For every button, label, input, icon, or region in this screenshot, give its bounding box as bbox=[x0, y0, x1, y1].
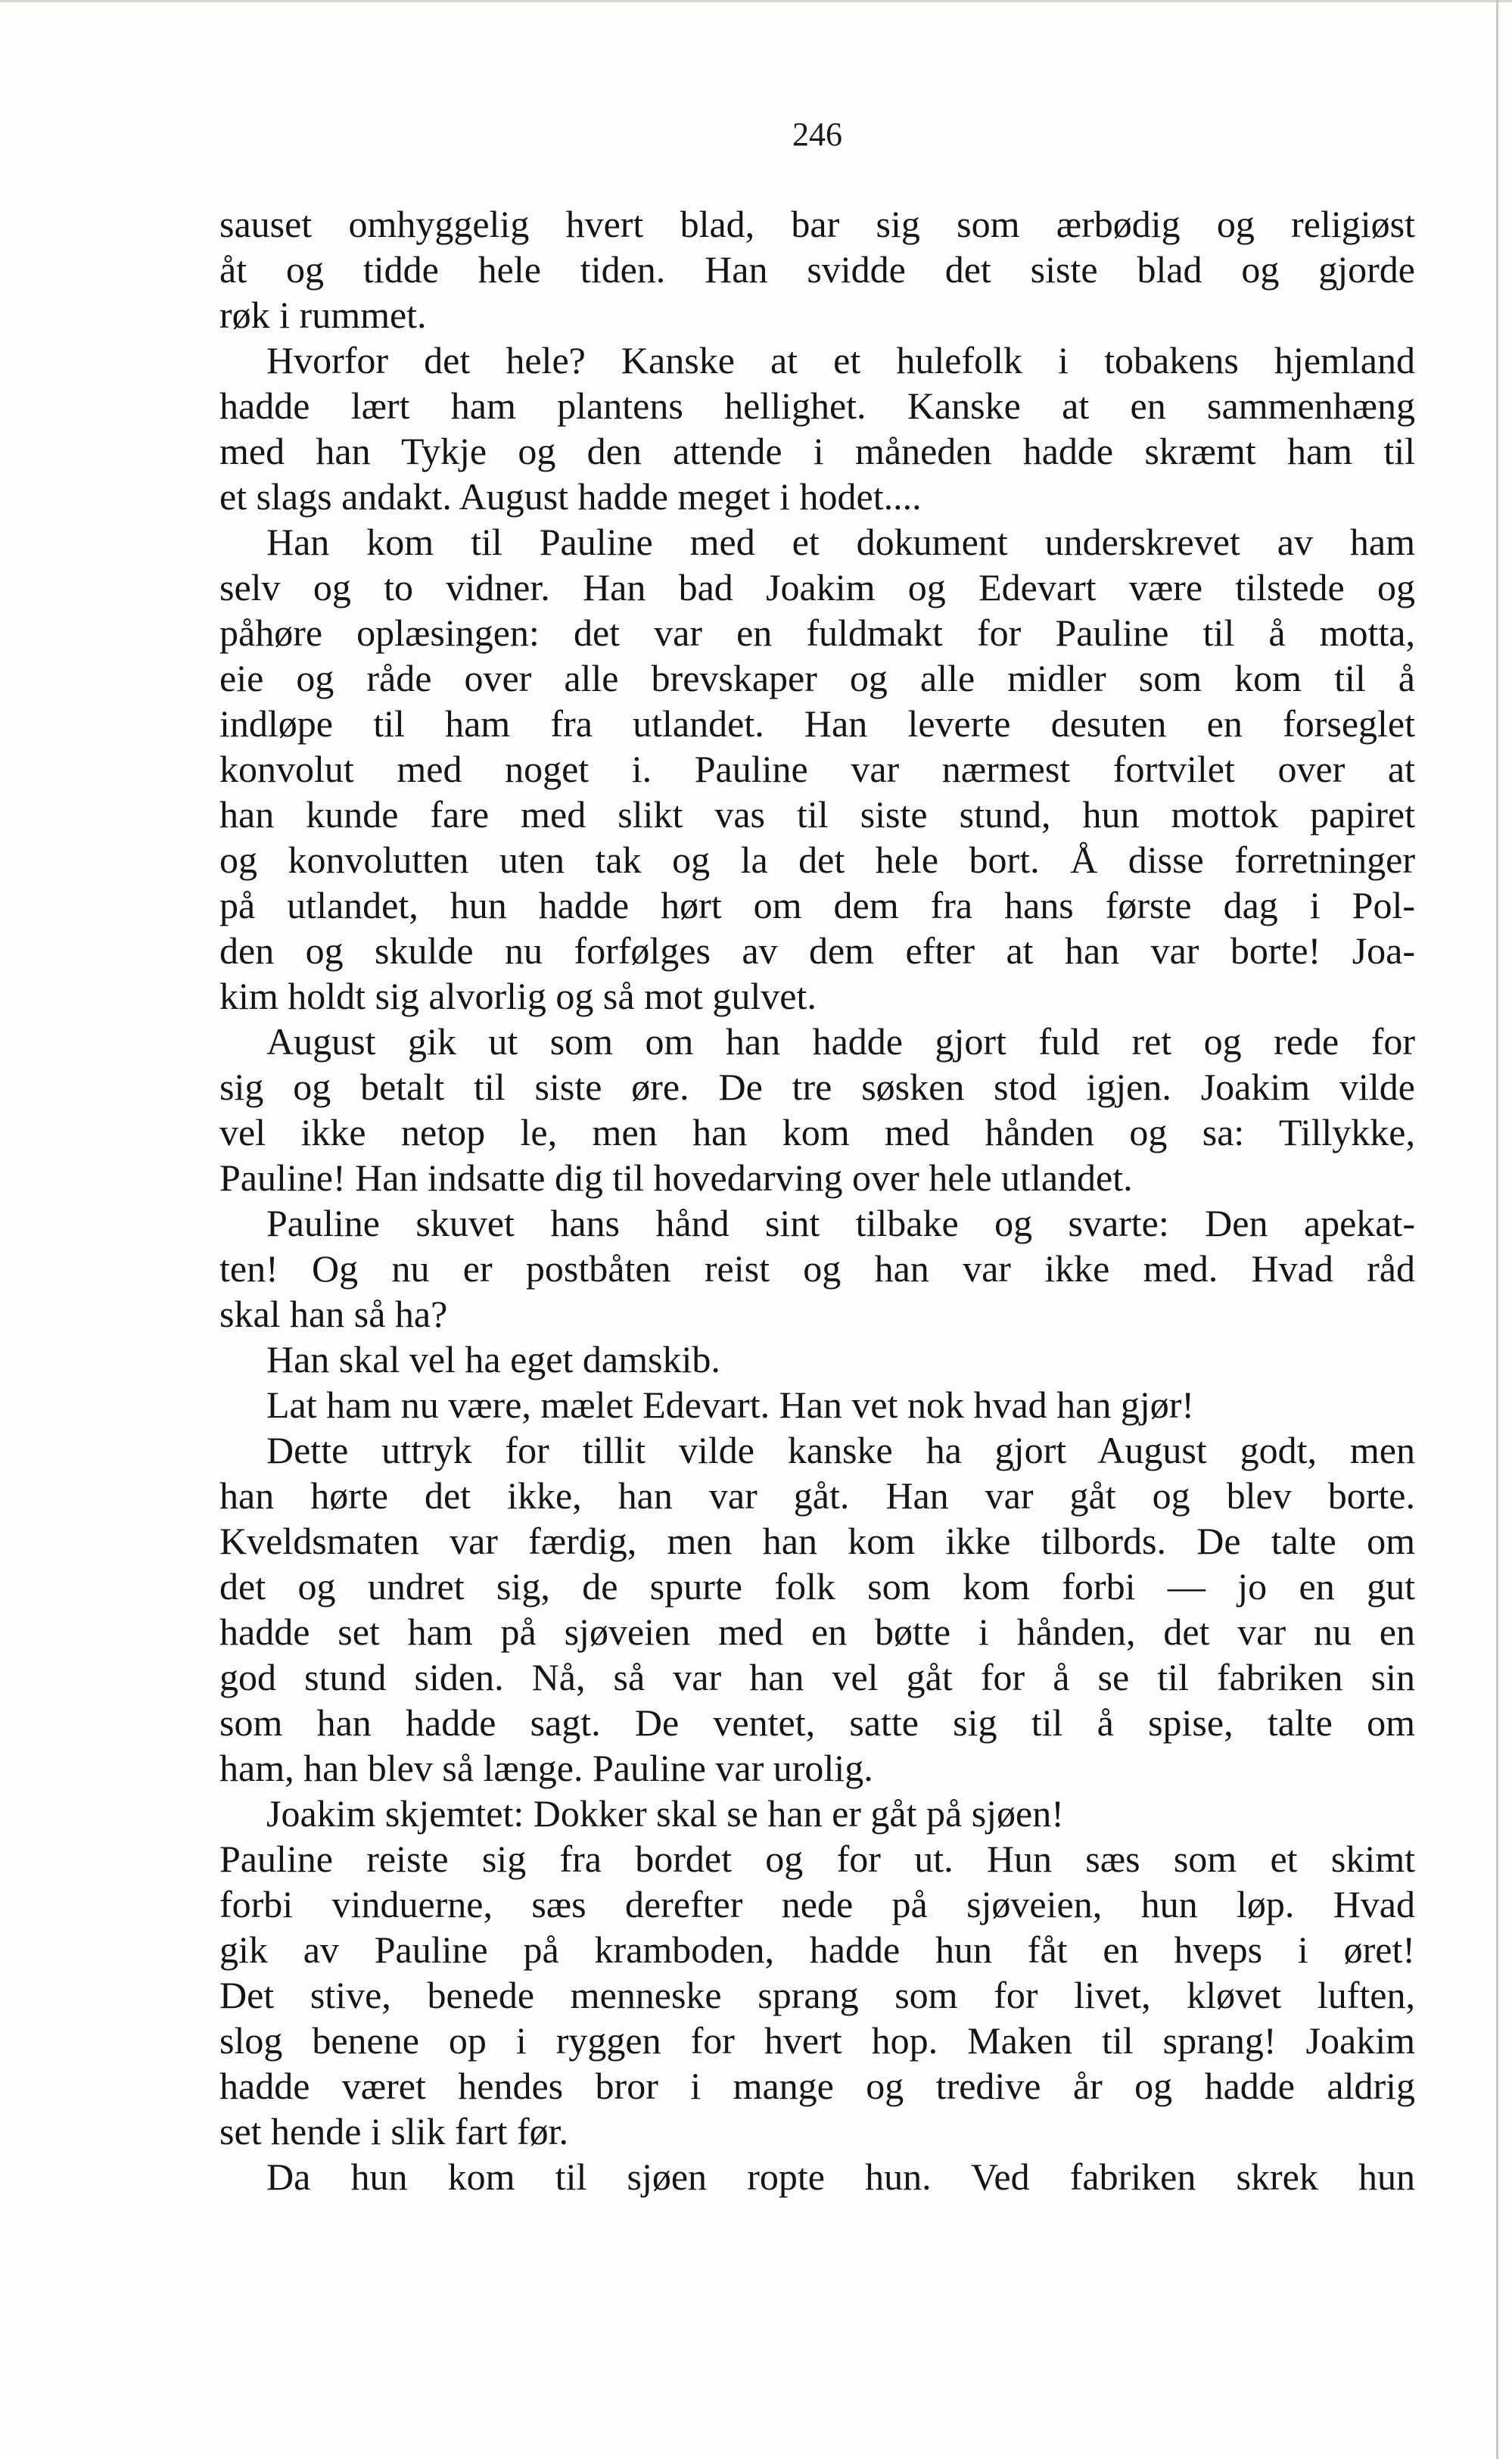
text-line: han kunde fare med slikt vas til siste stund, hun mottok papiret bbox=[219, 793, 1415, 836]
text-line: åt og tidde hele tiden. Han svidde det siste blad og gjorde bbox=[219, 248, 1415, 291]
text-line: sauset omhyggelig hvert blad, bar sig som ærbødig og religiøst bbox=[219, 203, 1415, 245]
text-line: August gik ut som om han hadde gjort fuld ret og rede for bbox=[266, 1020, 1415, 1063]
text-line: eie og råde over alle brevskaper og alle midler som kom til å bbox=[219, 657, 1415, 699]
text-line: ham, han blev så længe. Pauline var urolig. bbox=[219, 1747, 873, 1789]
text-line: Pauline reiste sig fra bordet og for ut. Hun sæs som et skimt bbox=[219, 1838, 1415, 1880]
text-line: Han kom til Pauline med et dokument underskrevet av ham bbox=[266, 521, 1415, 563]
text-line: påhøre oplæsingen: det var en fuldmakt for Pauline til å motta, bbox=[219, 612, 1415, 654]
text-line: røk i rummet. bbox=[219, 294, 427, 336]
text-line: hadde været hendes bror i mange og tredive år og hadde aldrig bbox=[219, 2065, 1415, 2107]
text-line: Kveldsmaten var færdig, men han kom ikke tilbords. De talte om bbox=[219, 1520, 1415, 1562]
text-line: den og skulde nu forfølges av dem efter at han var borte! Joa- bbox=[219, 929, 1415, 972]
text-line: indløpe til ham fra utlandet. Han leverte desuten en forseglet bbox=[219, 702, 1415, 745]
text-line: slog benene op i ryggen for hvert hop. Maken til sprang! Joakim bbox=[219, 2019, 1415, 2062]
text-line: konvolut med noget i. Pauline var nærmest fortvilet over at bbox=[219, 748, 1415, 790]
page-number: 246 bbox=[792, 116, 842, 153]
text-line: sig og betalt til siste øre. De tre søsken stod igjen. Joakim vilde bbox=[219, 1066, 1415, 1108]
text-line: det og undret sig, de spurte folk som kom forbi — jo en gut bbox=[219, 1565, 1415, 1608]
page-right-edge bbox=[1496, 0, 1498, 2459]
text-line: Dette uttryk for tillit vilde kanske ha gjort August godt, men bbox=[266, 1429, 1415, 1471]
text-line: Joakim skjemtet: Dokker skal se han er gåt på sjøen! bbox=[266, 1792, 1064, 1835]
text-line: Lat ham nu være, mælet Edevart. Han vet nok hvad han gjør! bbox=[266, 1384, 1195, 1426]
page-top-edge bbox=[0, 0, 1512, 2]
text-line: gik av Pauline på kramboden, hadde hun fåt en hveps i øret! bbox=[219, 1928, 1415, 1971]
text-line: og konvolutten uten tak og la det hele bort. Å disse forretninger bbox=[219, 839, 1415, 881]
text-line: selv og to vidner. Han bad Joakim og Edevart være tilstede og bbox=[219, 566, 1415, 609]
text-line: ten! Og nu er postbåten reist og han var ikke med. Hvad råd bbox=[219, 1247, 1415, 1290]
text-line: god stund siden. Nå, så var han vel gåt for å se til fabriken sin bbox=[219, 1656, 1415, 1698]
text-line: Pauline! Han indsatte dig til hovedarving over hele utlandet. bbox=[219, 1156, 1133, 1199]
text-line: Det stive, benede menneske sprang som for livet, kløvet luften, bbox=[219, 1974, 1415, 2016]
text-line: han hørte det ikke, han var gåt. Han var gåt og blev borte. bbox=[219, 1474, 1415, 1517]
text-line: Pauline skuvet hans hånd sint tilbake og svarte: Den apekat- bbox=[266, 1202, 1415, 1244]
text-line: på utlandet, hun hadde hørt om dem fra hans første dag i Pol- bbox=[219, 884, 1415, 926]
text-line: Hvorfor det hele? Kanske at et hulefolk i tobakens hjemland bbox=[266, 339, 1415, 381]
text-line: kim holdt sig alvorlig og så mot gulvet. bbox=[219, 975, 817, 1017]
body-text bbox=[219, 201, 1415, 2199]
text-line: med han Tykje og den attende i måneden hadde skræmt ham til bbox=[219, 430, 1415, 472]
text-line: som han hadde sagt. De ventet, satte sig til å spise, talte om bbox=[219, 1701, 1415, 1744]
text-line: forbi vinduerne, sæs derefter nede på sjøveien, hun løp. Hvad bbox=[219, 1883, 1415, 1925]
text-line: vel ikke netop le, men han kom med hånden og sa: Tillykke, bbox=[219, 1111, 1415, 1153]
text-line: skal han så ha? bbox=[219, 1293, 448, 1335]
text-line: Da hun kom til sjøen ropte hun. Ved fabriken skrek hun bbox=[266, 2156, 1415, 2198]
text-line: set hende i slik fart før. bbox=[219, 2110, 568, 2152]
text-line: hadde set ham på sjøveien med en bøtte i hånden, det var nu en bbox=[219, 1611, 1415, 1653]
text-line: et slags andakt. August hadde meget i hodet.... bbox=[219, 475, 922, 518]
text-line: hadde lært ham plantens hellighet. Kanske at en sammenhæng bbox=[219, 384, 1415, 427]
text-line: Han skal vel ha eget damskib. bbox=[266, 1338, 720, 1380]
